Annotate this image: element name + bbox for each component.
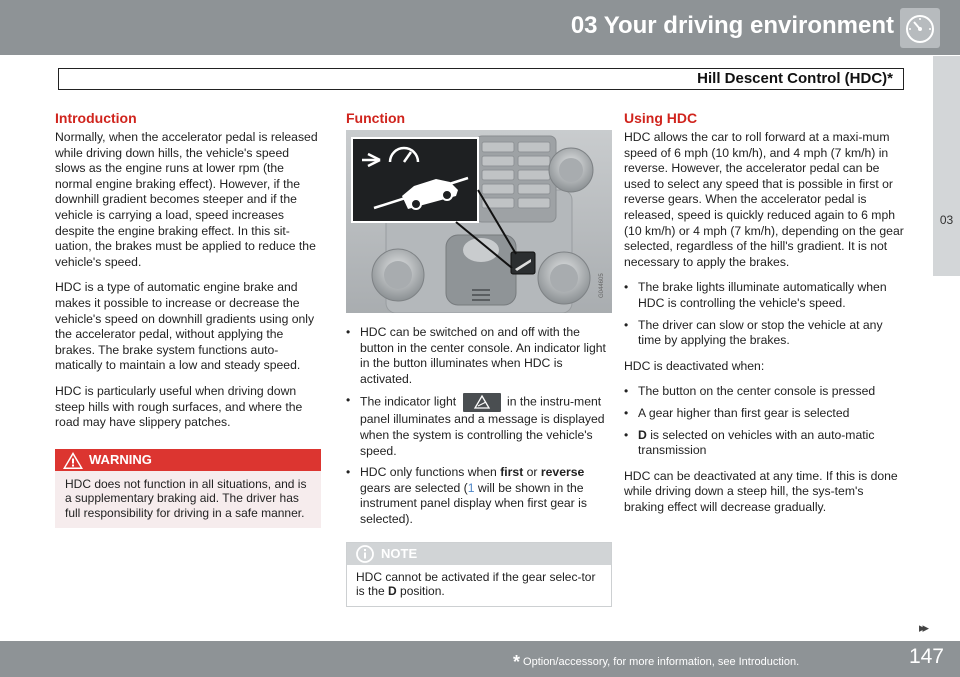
introduction-heading: Introduction (55, 110, 137, 126)
function-bullet-list (346, 325, 612, 528)
intro-paragraph-1: Normally, when the accelerator pedal is released while driving down hills, the vehicle's speed slows as the engine runs at lower rpm (the normal engine braking effect). However, if the downhill gradient becomes steeper and if the vehicle is carrying a load, speed increases despite the engine braking effect. In this sit-uation, the brakes must be applied to reduce the vehicle's speed. (55, 130, 318, 269)
using-paragraph-2: HDC can be deactivated at any time. If this is done while driving down a steep hill, the sys-tem's braking effect will decrease gradually. (624, 468, 898, 514)
deactivation-list (624, 384, 904, 458)
page-footer (0, 641, 960, 677)
first-gear-term: first (500, 465, 524, 480)
speedometer-icon (900, 8, 940, 48)
note-label: NOTE (381, 545, 418, 561)
figure-code: G044605 (599, 273, 605, 298)
deactivation-bullet-2-text: A gear higher than first gear is selected (638, 405, 850, 420)
function-bullet-2-text-b: in the instru-ment panel illuminates and a message is displayed when the system is controlling the vehicle's speed. (360, 395, 605, 458)
function-bullet-2-text-a: The indicator light (360, 395, 457, 410)
using-bullet-2-text: The driver can slow or stop the vehicle at any time by applying the brakes. (638, 317, 883, 348)
info-circle-icon (355, 544, 375, 564)
function-bullet-3-or: or (526, 465, 538, 480)
note-d-position: D (388, 584, 397, 599)
chapter-title: 03 Your driving environment (570, 12, 894, 39)
hdc-indicator-icon (463, 393, 501, 412)
warning-label: WARNING (89, 451, 152, 467)
gear-one-reference: 1 (467, 480, 475, 495)
function-bullet-1 (346, 325, 612, 387)
double-chevron-right-icon[interactable]: ▸▸ (919, 620, 927, 635)
reverse-gear-term: reverse (540, 465, 585, 480)
warning-text: HDC does not function in all situations, and is a supplementary braking aid. The driver has full responsibility for driving in a safe manner. (65, 476, 307, 520)
warning-triangle-icon (62, 451, 84, 470)
function-bullet-3-text-a: HDC only functions when (360, 465, 497, 480)
note-header (347, 543, 611, 565)
function-bullet-3 (346, 465, 612, 527)
using-bullet-2 (624, 318, 904, 349)
warning-box (55, 449, 321, 529)
footer-note-text: Option/accessory, for more information, see Introduction. (523, 656, 800, 668)
using-bullet-1 (624, 280, 904, 311)
deactivation-bullet-3 (624, 428, 904, 459)
deactivation-intro: HDC is deactivated when: (624, 358, 765, 373)
footer-note (513, 652, 799, 673)
using-hdc-heading: Using HDC (624, 110, 698, 126)
note-box (346, 542, 612, 607)
center-console-illustration (346, 130, 612, 313)
chapter-side-tab-number: 03 (939, 213, 954, 227)
intro-paragraph-2: HDC is a type of automatic engine brake and makes it possible to increase or decrease the vehicle's speed on downhill gradients using only the accelerator pedal, without applying the brakes. The brake system functions auto-matically to maintain a low and steady speed. (55, 280, 315, 373)
section-title: Hill Descent Control (HDC)* (697, 70, 893, 87)
using-hdc-column (624, 108, 904, 525)
note-text-b: position. (400, 584, 445, 599)
using-bullet-1-text: The brake lights illuminate automatically when HDC is controlling the vehicle's speed. (638, 280, 887, 310)
function-column (346, 108, 612, 607)
function-bullet-2 (346, 393, 612, 459)
function-bullet-3-text-b: gears are selected ( (360, 480, 468, 495)
deactivation-bullet-3-text: is selected on vehicles with an auto-matic transmission (638, 427, 875, 458)
using-bullet-list (624, 280, 904, 348)
deactivation-d-term: D (638, 427, 647, 442)
function-heading: Function (346, 110, 406, 126)
intro-paragraph-3: HDC is particularly useful when driving down steep hills with rough surfaces, and where the road may have slippery patches. (55, 383, 303, 430)
introduction-column (55, 108, 321, 528)
chapter-header (0, 0, 960, 55)
warning-header (55, 449, 321, 471)
function-bullet-3-text-c: will be shown in the instrument panel display when first gear is selected). (360, 480, 587, 526)
note-text-a: HDC cannot be activated if the gear selec-tor is the (356, 569, 596, 599)
deactivation-bullet-1 (624, 384, 904, 400)
using-paragraph-1: HDC allows the car to roll forward at a maxi-mum speed of 6 mph (10 km/h), and 4 mph (7 km/h) in reverse. However, the accelerator pedal can be used to select any speed that is possible in first or reverse gears. When the accelerator pedal is released, speed is quickly reduced again to 6 mph (10 km/h) or 4 mph (7 km/h), depending on the gear selected, regardless of the hill's gradient. It is not necessary to apply the brakes. (624, 130, 904, 269)
deactivation-bullet-2 (624, 406, 904, 422)
deactivation-bullet-1-text: The button on the center console is pressed (638, 384, 876, 399)
page-number: 147 (908, 645, 944, 668)
footer-star: * (513, 652, 521, 672)
function-bullet-1-text: HDC can be switched on and off with the button in the center console. An indicator light in the button illuminates when HDC is activated. (360, 325, 606, 386)
chapter-side-tab[interactable] (933, 56, 960, 276)
section-title-bar (58, 68, 904, 90)
note-text (347, 565, 611, 606)
